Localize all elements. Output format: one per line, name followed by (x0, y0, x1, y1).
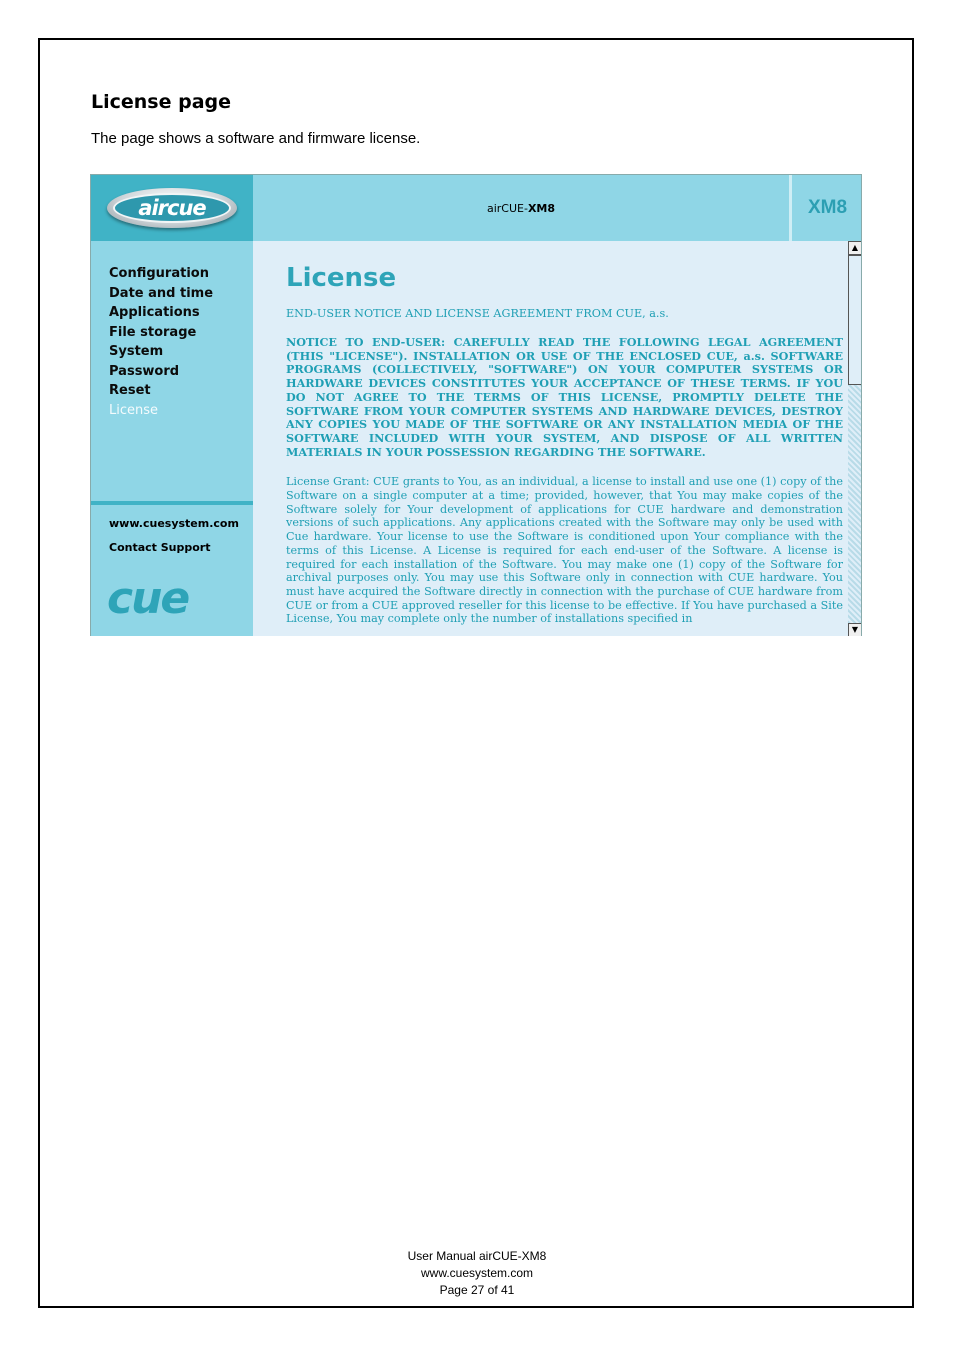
license-title: License (286, 263, 397, 293)
nav-item-license[interactable]: License (109, 402, 159, 418)
doc-heading: License page (91, 91, 232, 113)
scroll-up-icon[interactable]: ▲ (848, 241, 862, 255)
license-content[interactable] (286, 241, 843, 636)
aircue-logo[interactable] (107, 188, 237, 228)
nav-item-date-and-time[interactable]: Date and time (109, 285, 214, 301)
left-panel (91, 175, 253, 636)
logo-box (91, 175, 253, 241)
website-link[interactable]: www.cuesystem.com (109, 517, 239, 530)
footer-website: www.cuesystem.com (420, 1266, 534, 1280)
nav-item-applications[interactable]: Applications (109, 305, 200, 320)
embedded-screenshot (90, 174, 862, 636)
license-grant: License Grant: CUE grants to You, as an individual, a license to install and use one (1) copy of the Software on a single computer at a time; provided, however, that You may make copies of the Software solely for Your development of applications for CUE hardware and demonstration versions of such applications. Any applications created with the Software may only be used with Cue hardware. Your license to use the Software is conditioned upon Your compliance with the terms of this License. A License is required for each end-user of the Software. A license is required for each installation of the Software. You may make one (1) copy of the Software for archival purposes only. You may use this Software only in connection with CUE hardware. You must have acquired the Software directly in connection with the purchase of CUE hardware from CUE or from a CUE approved reseller for this license to be effective. If You have purchased a Site License, You may complete only the number of installations specified in (286, 475, 843, 626)
footer-manual: User Manual airCUE-XM8 (407, 1249, 547, 1263)
content-scrollbar[interactable] (848, 241, 862, 636)
nav-item-file-storage[interactable]: File storage (109, 324, 197, 340)
header-title-prefix: airCUE- (486, 201, 528, 215)
license-notice: NOTICE TO END-USER: CAREFULLY READ THE FOLLOWING LEGAL AGREEMENT (THIS "LICENSE"). INSTALLATION OR USE OF THE ENCLOSED CUE, a.s. SOFTWARE PROGRAMS (COLLECTIVELY, "SOFTWARE") ON YOUR COMPUTER SYSTEMS OR HARDWARE DEVICES CONSTITUTES YOUR ACCEPTANCE OF THESE TERMS. IF YOU DO NOT AGREE TO THE TERMS OF THIS LICENSE, PROMPTLY DELETE THE SOFTWARE FROM YOUR COMPUTER SYSTEMS AND HARDWARE DEVICES, DESTROY ANY COPIES YOU MADE OF THE SOFTWARE OR ANY INSTALLATION MEDIA OF THE SOFTWARE INCLUDED WITH YOUR SYSTEM, AND DISPOSE OF ALL WRITTEN MATERIALS IN YOUR POSSESSION REGARDING THE SOFTWARE. (286, 335, 843, 459)
left-divider (91, 501, 253, 505)
model-label: XM8 (807, 197, 848, 218)
nav-item-configuration[interactable]: Configuration (109, 266, 209, 281)
scroll-down-icon[interactable]: ▼ (848, 623, 862, 636)
aircue-logo-text: aircue (138, 196, 206, 220)
doc-intro: The page shows a software and firmware license. (91, 130, 421, 147)
nav-item-reset[interactable]: Reset (109, 383, 151, 398)
contact-support-link[interactable]: Contact Support (109, 541, 211, 554)
model-box (792, 175, 862, 241)
header-title (487, 202, 555, 215)
nav-item-system[interactable]: System (109, 344, 164, 359)
side-nav (109, 264, 213, 420)
footer-page-number: Page 27 of 41 (439, 1283, 515, 1297)
scroll-thumb[interactable] (848, 255, 862, 385)
cue-logo: cue (107, 573, 189, 624)
license-subtitle: END-USER NOTICE AND LICENSE AGREEMENT FROM CUE, a.s. (286, 307, 669, 320)
nav-item-password[interactable]: Password (109, 363, 180, 379)
header-title-model: XM8 (527, 201, 556, 215)
aircue-logo-inner (113, 193, 231, 223)
header-bar (253, 175, 789, 241)
